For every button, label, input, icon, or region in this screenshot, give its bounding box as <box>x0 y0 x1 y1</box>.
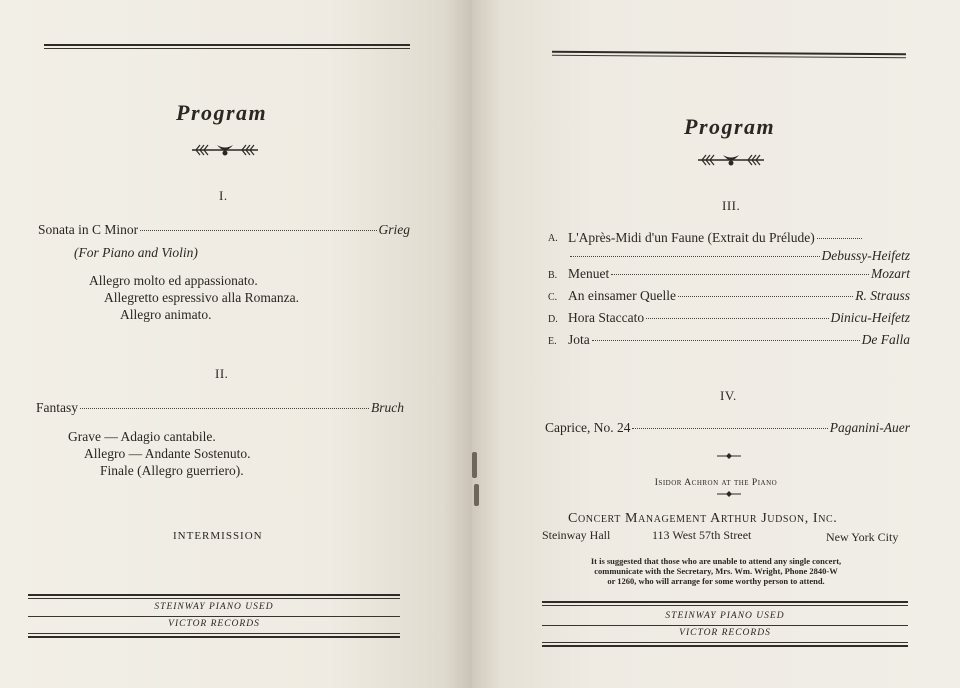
item-letter: D. <box>548 314 558 325</box>
section-numeral-1: I. <box>219 188 228 203</box>
footer-rule-bottom <box>542 645 908 647</box>
footer-divider <box>28 616 400 617</box>
management-street: 113 West 57th Street <box>652 528 752 542</box>
management-name: Concert Management Arthur Judson, Inc. <box>568 511 838 526</box>
work-title: L'Après-Midi d'un Faune (Extrait du Prélude) <box>568 230 815 245</box>
footer-line-2: VICTOR RECORDS <box>168 619 260 629</box>
movement-2: Allegro — Andante Sostenuto. <box>84 446 251 461</box>
work-title: An einsamer Quelle <box>568 288 676 303</box>
management-hall: Steinway Hall <box>542 528 611 542</box>
footer-rule-thin <box>28 598 400 599</box>
composer-name: Bruch <box>371 400 404 415</box>
top-rule <box>44 44 410 46</box>
work-note: (For Piano and Violin) <box>74 245 198 260</box>
composer-name: De Falla <box>861 332 910 347</box>
footer-line-1: STEINWAY PIANO USED <box>154 602 274 612</box>
dot-leader <box>817 238 862 239</box>
right-page <box>472 0 960 688</box>
work-title: Fantasy <box>36 400 78 415</box>
composer-name: Debussy-Heifetz <box>821 248 910 263</box>
section-numeral-2: II. <box>215 366 229 381</box>
top-rule-thin <box>552 55 906 58</box>
program-entry-caprice <box>545 420 910 440</box>
composer-name: Dinicu-Heifetz <box>830 310 910 325</box>
ornament-icon <box>190 142 260 158</box>
dot-leader <box>632 428 827 429</box>
program-entry-menuet <box>568 266 910 286</box>
movement-3: Finale (Allegro guerriero). <box>100 463 244 478</box>
dot-leader <box>80 408 369 409</box>
page-title: Program <box>684 114 776 139</box>
program-entry-fantasy <box>36 400 404 420</box>
dot-leader <box>678 296 853 297</box>
footer-rule-bottom <box>28 636 400 638</box>
notice-line-3: or 1260, who will arrange for some worthy person to attend. <box>607 576 825 586</box>
work-title: Menuet <box>568 266 610 281</box>
footer-rule-bottom-thin <box>28 633 400 634</box>
work-title: Hora Staccato <box>568 310 645 325</box>
movement-3: Allegro animato. <box>120 307 212 322</box>
composer-name: Mozart <box>870 266 910 281</box>
page-title: Program <box>176 100 268 125</box>
divider-ornament-icon <box>716 490 742 498</box>
movement-1: Allegro molto ed appassionato. <box>89 273 258 288</box>
notice-line-1: It is suggested that those who are unable to attend any single concert, <box>590 556 842 566</box>
footer-rule <box>542 601 908 603</box>
divider-ornament-icon <box>716 452 742 460</box>
movement-1: Grave — Adagio cantabile. <box>68 429 216 444</box>
dot-leader <box>646 318 828 319</box>
attendance-notice <box>532 556 900 586</box>
work-title: Caprice, No. 24 <box>545 420 631 435</box>
footer-line-2: VICTOR RECORDS <box>679 628 771 638</box>
program-entry-sonata <box>38 222 410 242</box>
footer-line-1: STEINWAY PIANO USED <box>665 611 785 621</box>
section-numeral-4: IV. <box>720 388 737 403</box>
intermission-label: INTERMISSION <box>173 530 263 542</box>
program-entry-quelle <box>568 288 910 308</box>
work-title: Jota <box>568 332 590 347</box>
dot-leader <box>611 274 869 275</box>
notice-line-2: communicate with the Secretary, Mrs. Wm. Wright, Phone 2840-W <box>594 566 838 576</box>
section-numeral-3: III. <box>722 198 741 213</box>
item-letter: E. <box>548 336 557 347</box>
pianist-credit: Isidor Achron at the Piano <box>654 478 778 488</box>
composer-name: Grieg <box>378 222 410 237</box>
movement-2: Allegretto espressivo alla Romanza. <box>104 290 299 305</box>
item-letter: B. <box>548 270 558 281</box>
dot-leader <box>140 230 376 231</box>
program-entry-apres-midi-composer <box>568 248 910 268</box>
item-letter: A. <box>548 233 558 244</box>
footer-divider <box>542 625 908 626</box>
dot-leader <box>570 256 820 257</box>
composer-name: R. Strauss <box>855 288 910 303</box>
footer-rule-thin <box>542 605 908 606</box>
top-rule-thin <box>44 48 410 49</box>
program-entry-hora <box>568 310 910 330</box>
item-letter: C. <box>548 292 558 303</box>
work-title: Sonata in C Minor <box>38 222 139 237</box>
program-entry-apres-midi <box>568 230 864 250</box>
footer-rule <box>28 594 400 596</box>
dot-leader <box>592 340 860 341</box>
ornament-icon <box>696 152 766 168</box>
footer-rule-bottom-thin <box>542 642 908 643</box>
program-entry-jota <box>568 332 910 352</box>
left-page <box>0 0 472 688</box>
composer-name: Paganini-Auer <box>829 420 910 435</box>
management-city: New York City <box>826 530 899 544</box>
